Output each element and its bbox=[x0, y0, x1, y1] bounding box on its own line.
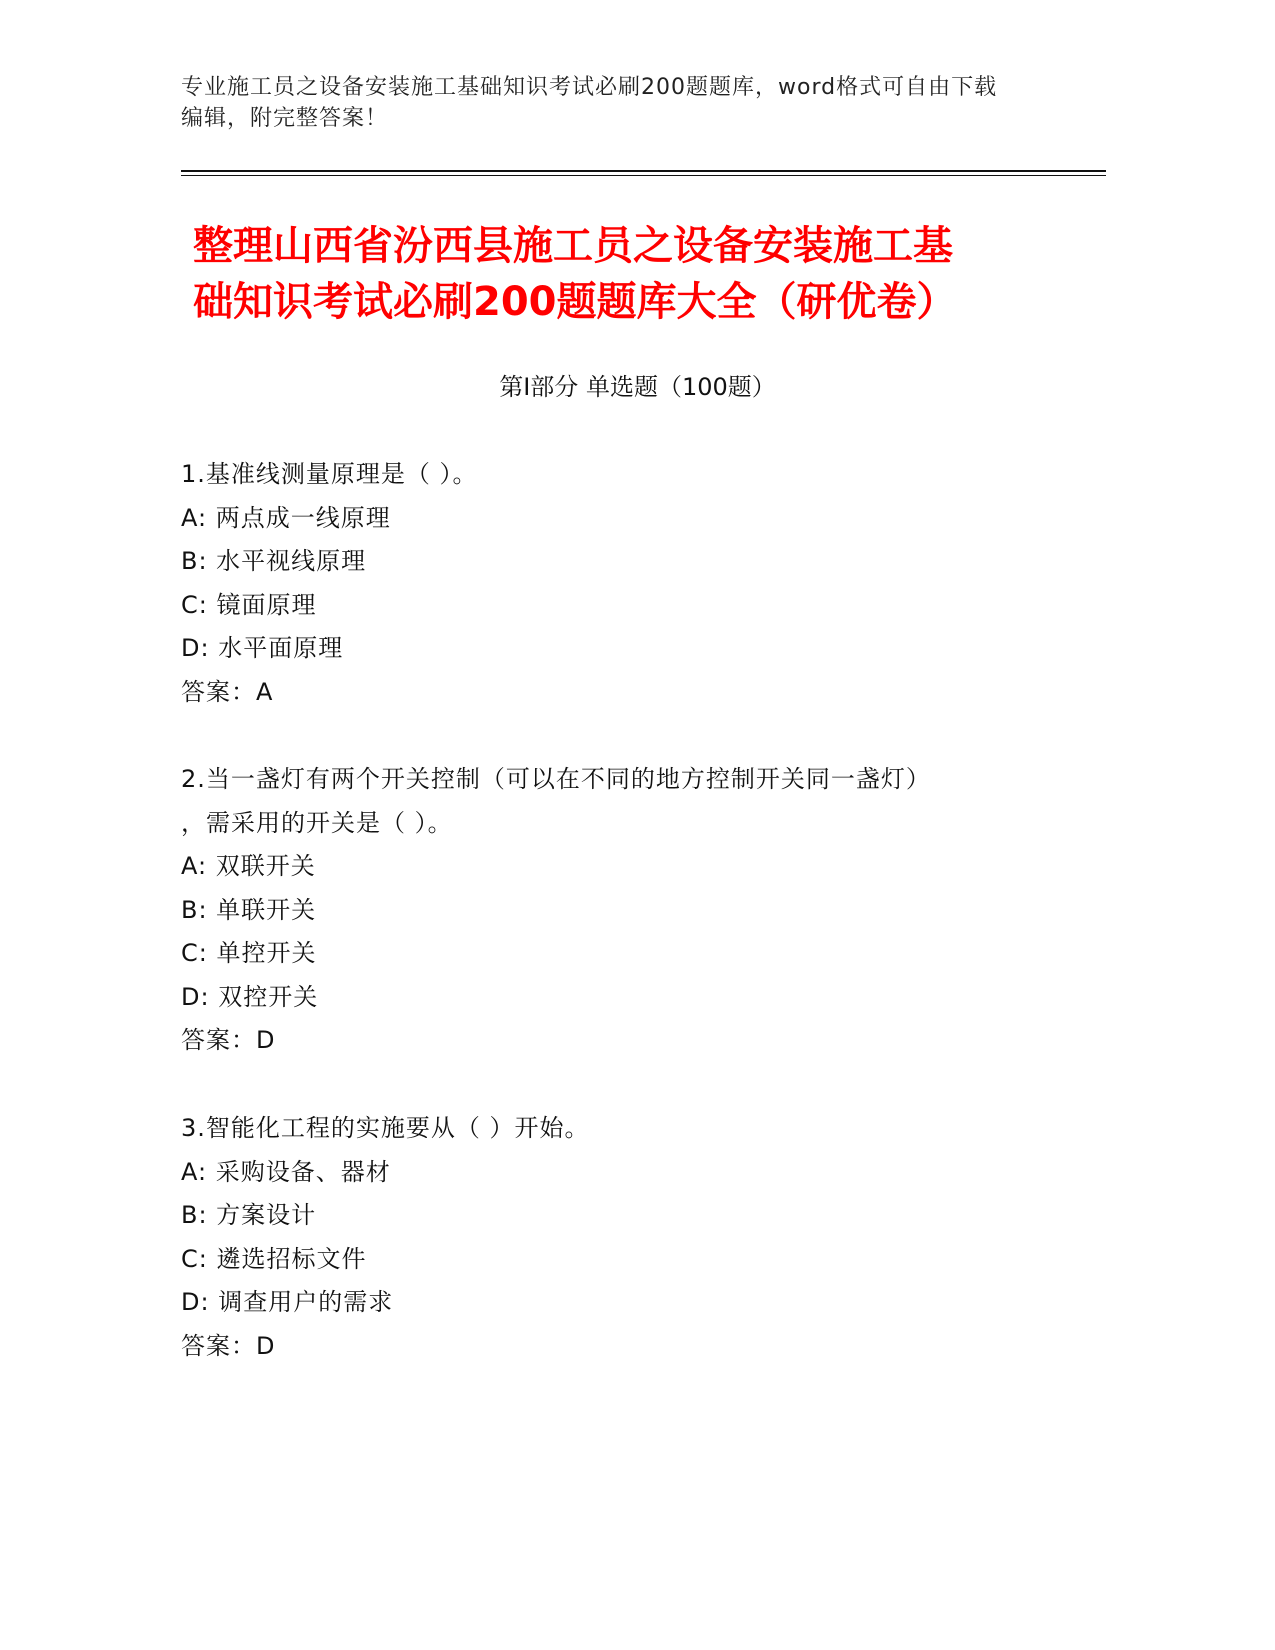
question-stem bbox=[181, 1107, 1081, 1151]
question-stem bbox=[181, 453, 1081, 497]
option-a: A: 双联开关 bbox=[181, 852, 316, 880]
answer-value: D bbox=[256, 1026, 275, 1054]
question-3 bbox=[181, 1107, 1081, 1368]
option-d: D: 调查用户的需求 bbox=[181, 1288, 394, 1316]
header-divider-thin bbox=[181, 175, 1106, 176]
option-b: B: 单联开关 bbox=[181, 895, 317, 924]
question-stem-line: ，需采用的开关是（ ）。 bbox=[181, 808, 453, 837]
option-c: C: 单控开关 bbox=[181, 939, 317, 967]
option-a: A: 采购设备、器材 bbox=[181, 1157, 391, 1186]
header-note-line-1: 专业施工员之设备安装施工基础知识考试必刷200题题库，word格式可自由下载 bbox=[181, 75, 998, 100]
option-d: D: 双控开关 bbox=[181, 982, 319, 1011]
answer-label: 答案： bbox=[181, 677, 256, 706]
answer-value: A bbox=[256, 677, 273, 706]
question-stem-line: 1.基准线测量原理是（ ）。 bbox=[181, 460, 478, 488]
answer-label: 答案： bbox=[181, 1331, 256, 1360]
document-title bbox=[193, 218, 1093, 330]
answer bbox=[181, 1019, 1081, 1063]
header-note bbox=[181, 72, 1061, 134]
question-stem-line: 3.智能化工程的实施要从（ ）开始。 bbox=[181, 1114, 590, 1142]
answer-label: 答案： bbox=[181, 1026, 256, 1054]
question-stem bbox=[181, 758, 1081, 845]
option-b: B: 水平视线原理 bbox=[181, 547, 367, 575]
option-a: A: 两点成一线原理 bbox=[181, 503, 391, 532]
option-d: D: 水平面原理 bbox=[181, 634, 344, 662]
document-title-line-1: 整理山西省汾西县施工员之设备安装施工基 bbox=[193, 223, 953, 269]
option-b: B: 方案设计 bbox=[181, 1201, 317, 1229]
header-divider-thick bbox=[181, 170, 1106, 172]
answer-value: D bbox=[256, 1331, 275, 1360]
document-title-line-2: 础知识考试必刷200题题库大全（研优卷） bbox=[193, 279, 957, 325]
question-2 bbox=[181, 758, 1081, 1063]
answer bbox=[181, 671, 1081, 715]
section-heading: 第Ⅰ部分 单选题（100题） bbox=[499, 373, 776, 401]
answer bbox=[181, 1325, 1081, 1369]
question-1 bbox=[181, 453, 1081, 714]
option-c: C: 遴选招标文件 bbox=[181, 1244, 367, 1273]
header-note-line-2: 编辑，附完整答案！ bbox=[181, 106, 389, 131]
option-c: C: 镜面原理 bbox=[181, 590, 317, 619]
question-stem-line: 2.当一盏灯有两个开关控制（可以在不同的地方控制开关同一盏灯） bbox=[181, 765, 931, 793]
